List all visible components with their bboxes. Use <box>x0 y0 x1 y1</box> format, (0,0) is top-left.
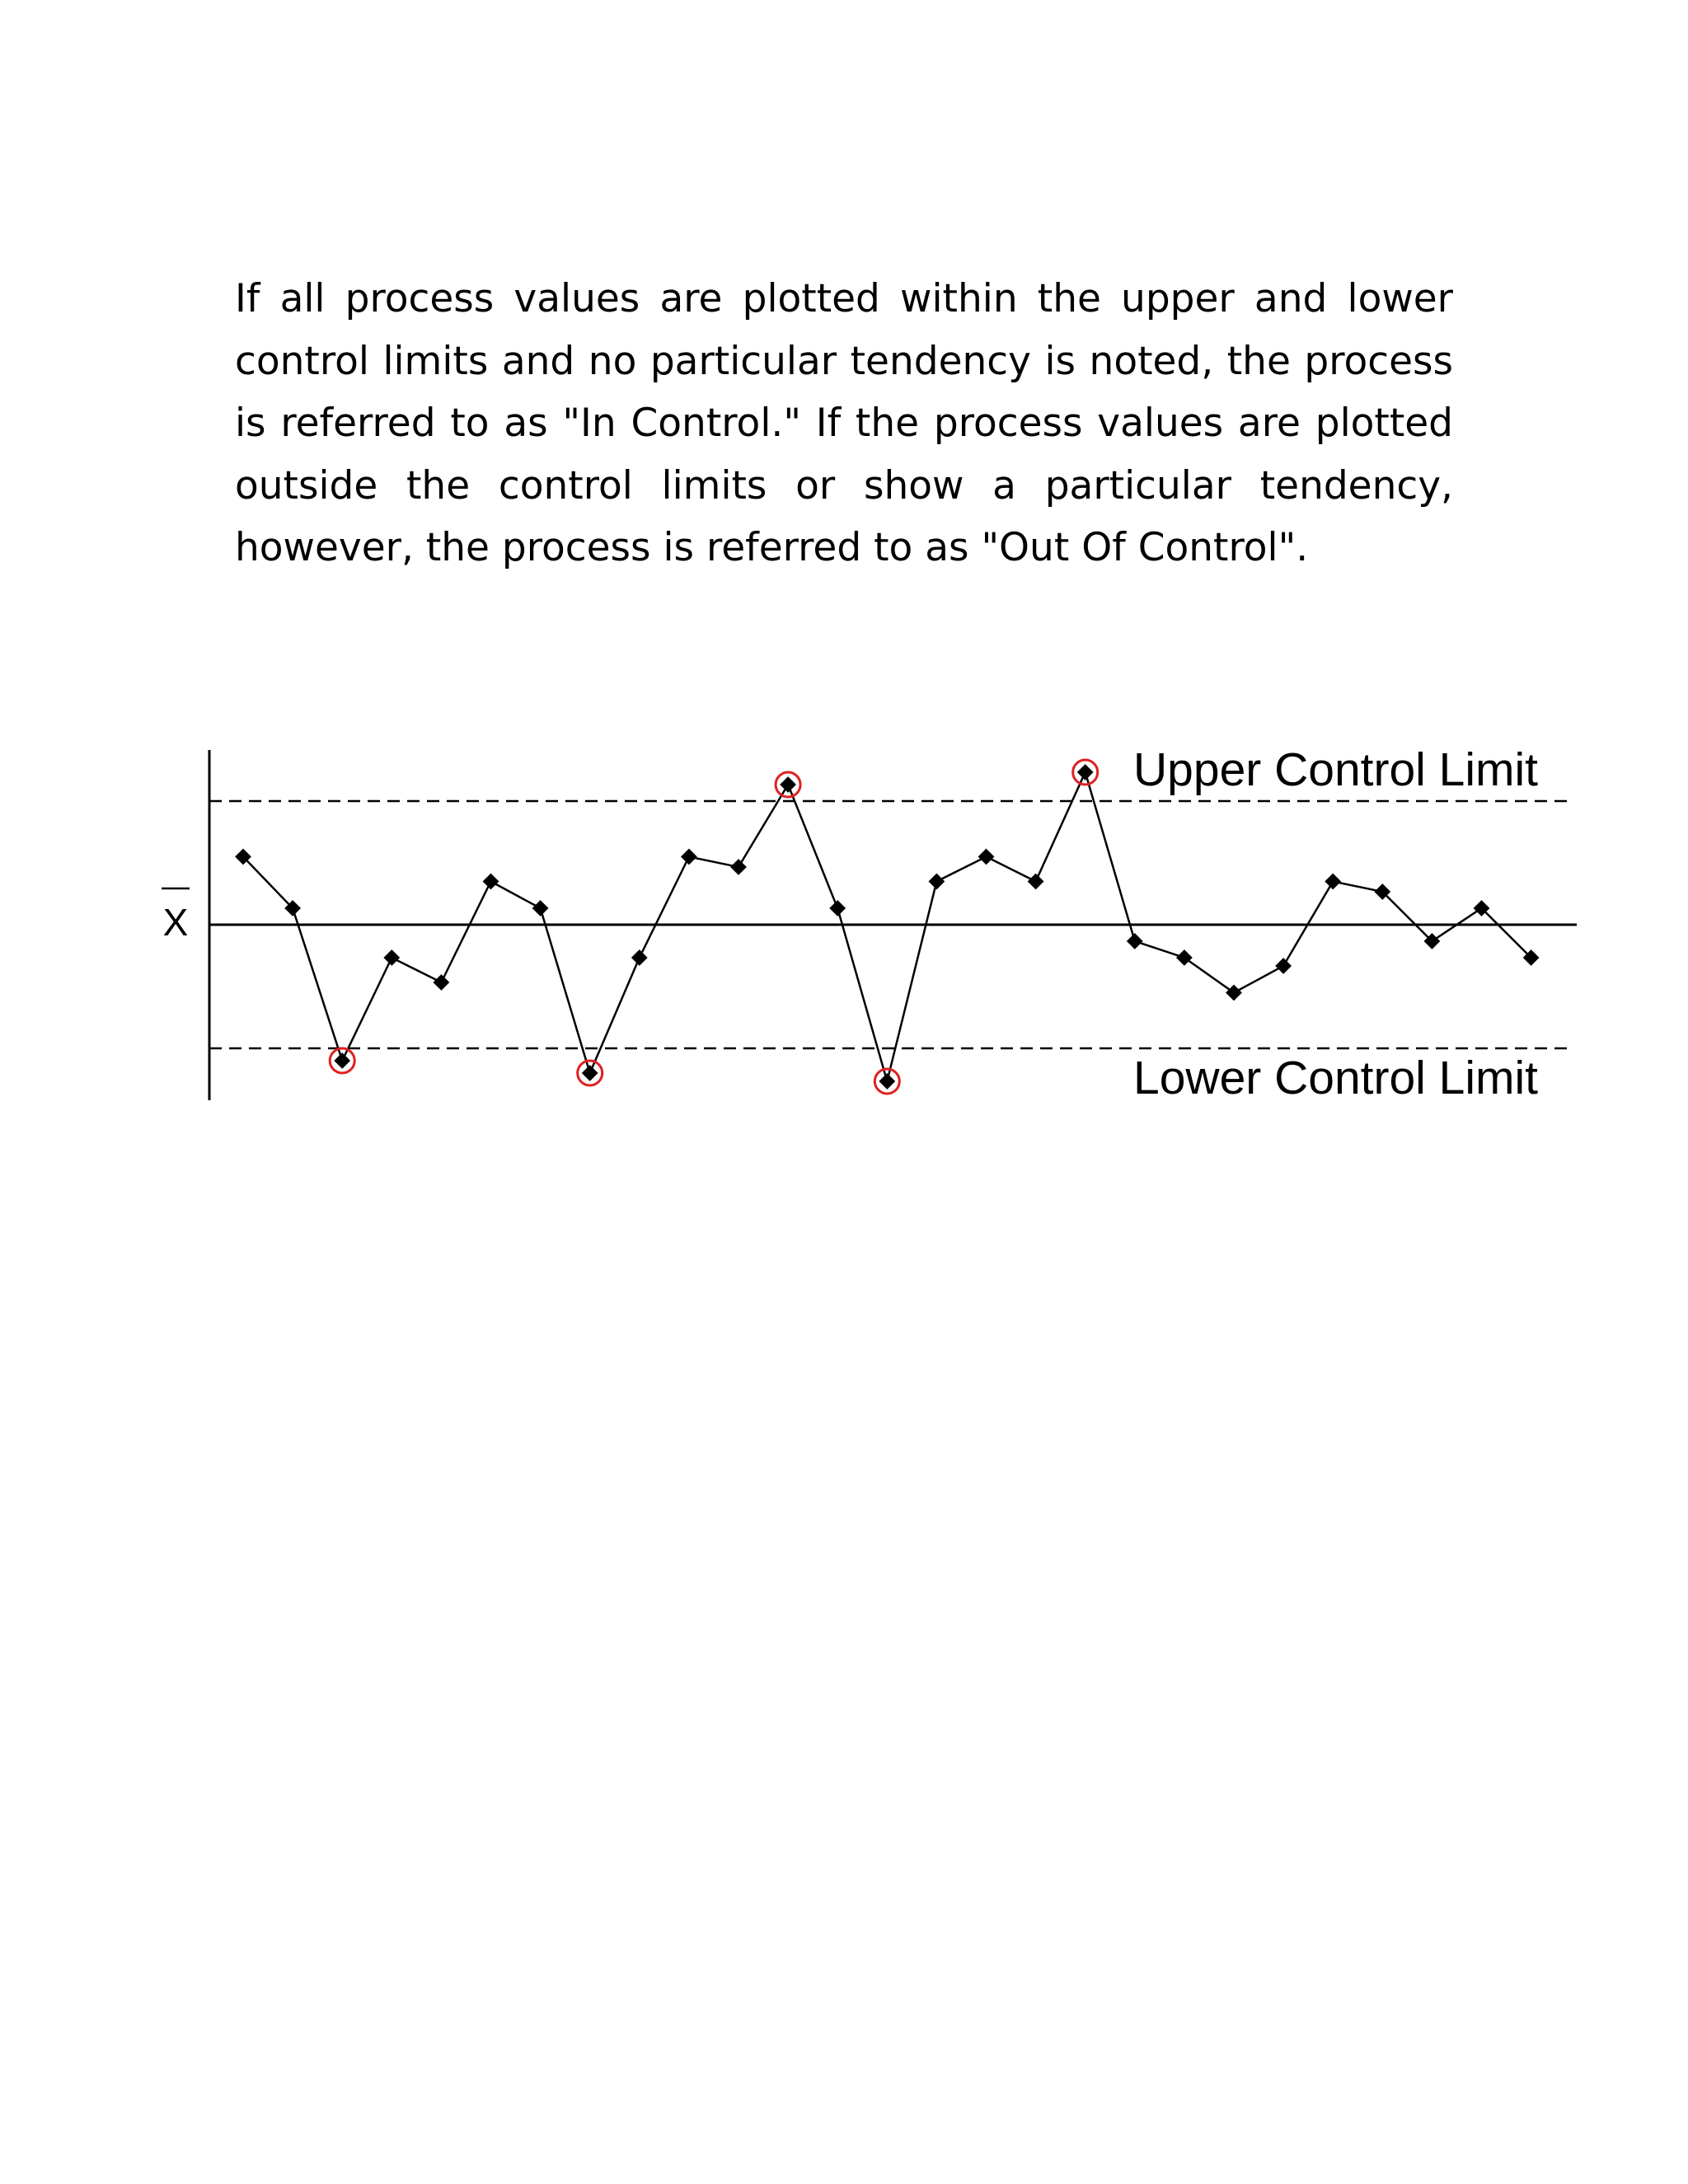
data-point <box>532 900 549 916</box>
data-point <box>681 849 697 865</box>
body-paragraph: If all process values are plotted within the upper and lower control limits and no particular tendency is noted, the process is referred to as "In Control." If the process values are plotted outside the control limits or show a particular tendency, however, the process is referred to as "Out Of Control". <box>235 276 1453 570</box>
series-group <box>235 760 1539 1094</box>
data-point <box>1176 949 1193 966</box>
data-point <box>829 900 846 916</box>
data-point <box>780 776 796 793</box>
data-point <box>434 974 450 991</box>
lower-control-limit-label: Lower Control Limit <box>1133 1052 1539 1104</box>
data-point <box>730 859 747 875</box>
data-point <box>1325 874 1341 890</box>
data-point <box>631 949 648 966</box>
data-point <box>1226 985 1242 1001</box>
center-label: X <box>162 901 189 944</box>
data-point <box>1275 958 1292 974</box>
data-point <box>1077 764 1094 780</box>
data-point <box>978 849 995 865</box>
data-point <box>383 949 400 966</box>
data-point <box>1028 874 1044 890</box>
data-point <box>483 874 499 890</box>
data-point <box>879 1073 895 1090</box>
data-point <box>1127 933 1143 949</box>
process-series-line <box>243 772 1531 1081</box>
data-point <box>582 1065 598 1081</box>
data-point <box>929 874 945 890</box>
upper-control-limit-label: Upper Control Limit <box>1133 743 1539 796</box>
data-point <box>334 1052 350 1069</box>
